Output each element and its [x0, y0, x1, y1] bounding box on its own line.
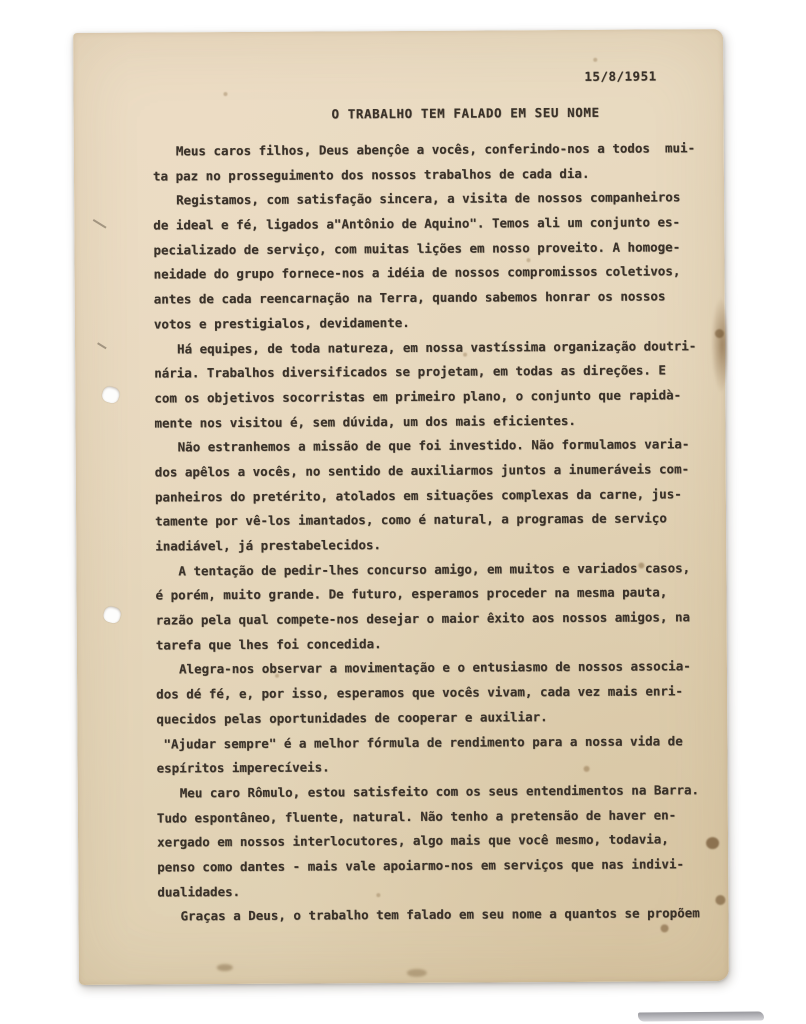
- text-line: antes de cada reencarnação na Terra, quando sabemos honrar os nossos: [153, 288, 666, 307]
- text-line: votos e prestigialos, devidamente.: [153, 314, 410, 332]
- date-stamp: 15/8/1951: [584, 68, 657, 84]
- text-line: Graças a Deus, o trabalho tem falado em seu nome a quantos se propõem: [180, 905, 700, 924]
- document-page: [73, 29, 729, 985]
- text-line: "Ajudar sempre" é a melhor fórmula de rendimento para a nossa vida de: [163, 732, 683, 751]
- text-line: Registamos, com satisfação sincera, a visita de nossos companheiros: [176, 189, 681, 208]
- paragraph: [155, 556, 731, 658]
- text-line: pecializado de serviço, com muitas lições em nosso proveito. A homoge-: [153, 239, 681, 258]
- stain: [593, 58, 597, 62]
- text-line: ta paz no prosseguimento dos nossos trabalhos de cada dia.: [152, 165, 590, 184]
- text-line: dos dé fé, e, por isso, esperamos que vocês vivam, cada vez mais enri-: [156, 683, 683, 702]
- scratch-mark: [97, 342, 106, 349]
- stain: [407, 969, 427, 977]
- scratch-mark: [93, 219, 107, 228]
- text-line: nária. Trabalhos diversificados se projetam, em todas as direções. E: [154, 362, 666, 381]
- paragraph: [154, 333, 730, 435]
- text-line: mente nos visitou é, sem dúvida, um dos mais eficientes.: [154, 412, 576, 431]
- text-line: xergado em nossos interlocutores, algo mais que você mesmo, todavia,: [156, 831, 669, 850]
- document-body: [153, 136, 733, 929]
- text-line: dos apêlos a vocês, no sentido de auxiliarmos juntos a inumeráveis com-: [154, 461, 690, 480]
- paragraph: [157, 901, 732, 929]
- text-line: A tentação de pedir-lhes concurso amigo, em muitos e variados casos,: [178, 559, 691, 579]
- text-line: quecidos pelas oportunidades de cooperar e auxiliar.: [156, 708, 548, 727]
- paragraph: [153, 185, 729, 337]
- stain: [217, 964, 233, 971]
- paragraph: [156, 728, 731, 781]
- paragraph: [153, 136, 728, 189]
- text-line: dualidades.: [157, 883, 241, 900]
- text-line: panheiros do pretérito, atolados em situações complexas da carne, jus-: [154, 485, 682, 505]
- paragraph: [155, 432, 731, 559]
- text-line: Há equipes, de toda natureza, em nossa vastíssima organização doutri-: [176, 337, 697, 356]
- text-line: de ideal e fé, ligados a"Antônio de Aquino". Temos ali um conjunto es-: [153, 214, 681, 233]
- text-line: Alegra-nos observar a movimentação e o entusiasmo de nossos associa-: [178, 658, 691, 677]
- text-line: razão pela qual compete-nos desejar o maior êxito aos nossos amigos, na: [155, 609, 691, 628]
- text-line: neidade do grupo fornece-nos a idéia de nossos compromissos coletivos,: [153, 263, 681, 282]
- text-line: Meus caros filhos, Deus abençôe a vocês, conferindo-nos a todos mui-: [175, 140, 696, 159]
- text-line: Tudo espontâneo, fluente, natural. Não tenho a pretensão de haver en-: [156, 806, 677, 826]
- text-line: é porém, muito grande. De futuro, esperamos proceder na mesma pauta,: [155, 584, 668, 603]
- text-line: com os objetivos socorristas em primeiro plano, o conjunto que rapidà-: [154, 387, 682, 406]
- paragraph: [157, 778, 733, 905]
- text-line: Não estranhemos a missão de que foi investido. Não formulamos varia-: [177, 436, 690, 455]
- text-line: Meu caro Rômulo, estou satisfeito com os seus entendimentos na Barra.: [179, 782, 700, 801]
- punch-hole: [102, 605, 123, 625]
- text-line: tamente por vê-los imantados, como é natural, a programas de serviço: [155, 510, 667, 529]
- text-line: penso como dantes - mais vale apoiarmo-nos em serviços que nas indivi-: [157, 856, 685, 875]
- text-line: espíritos imperecíveis.: [156, 759, 330, 776]
- paragraph: [156, 654, 731, 732]
- stain: [223, 92, 227, 96]
- text-line: tarefa que lhes foi concedida.: [155, 635, 382, 653]
- punch-hole: [100, 385, 121, 405]
- text-line: inadiável, já prestabelecidos.: [155, 537, 382, 554]
- document-title: O TRABALHO TEM FALADO EM SEU NOME: [331, 104, 600, 122]
- adjacent-page-edge: [638, 1011, 764, 1021]
